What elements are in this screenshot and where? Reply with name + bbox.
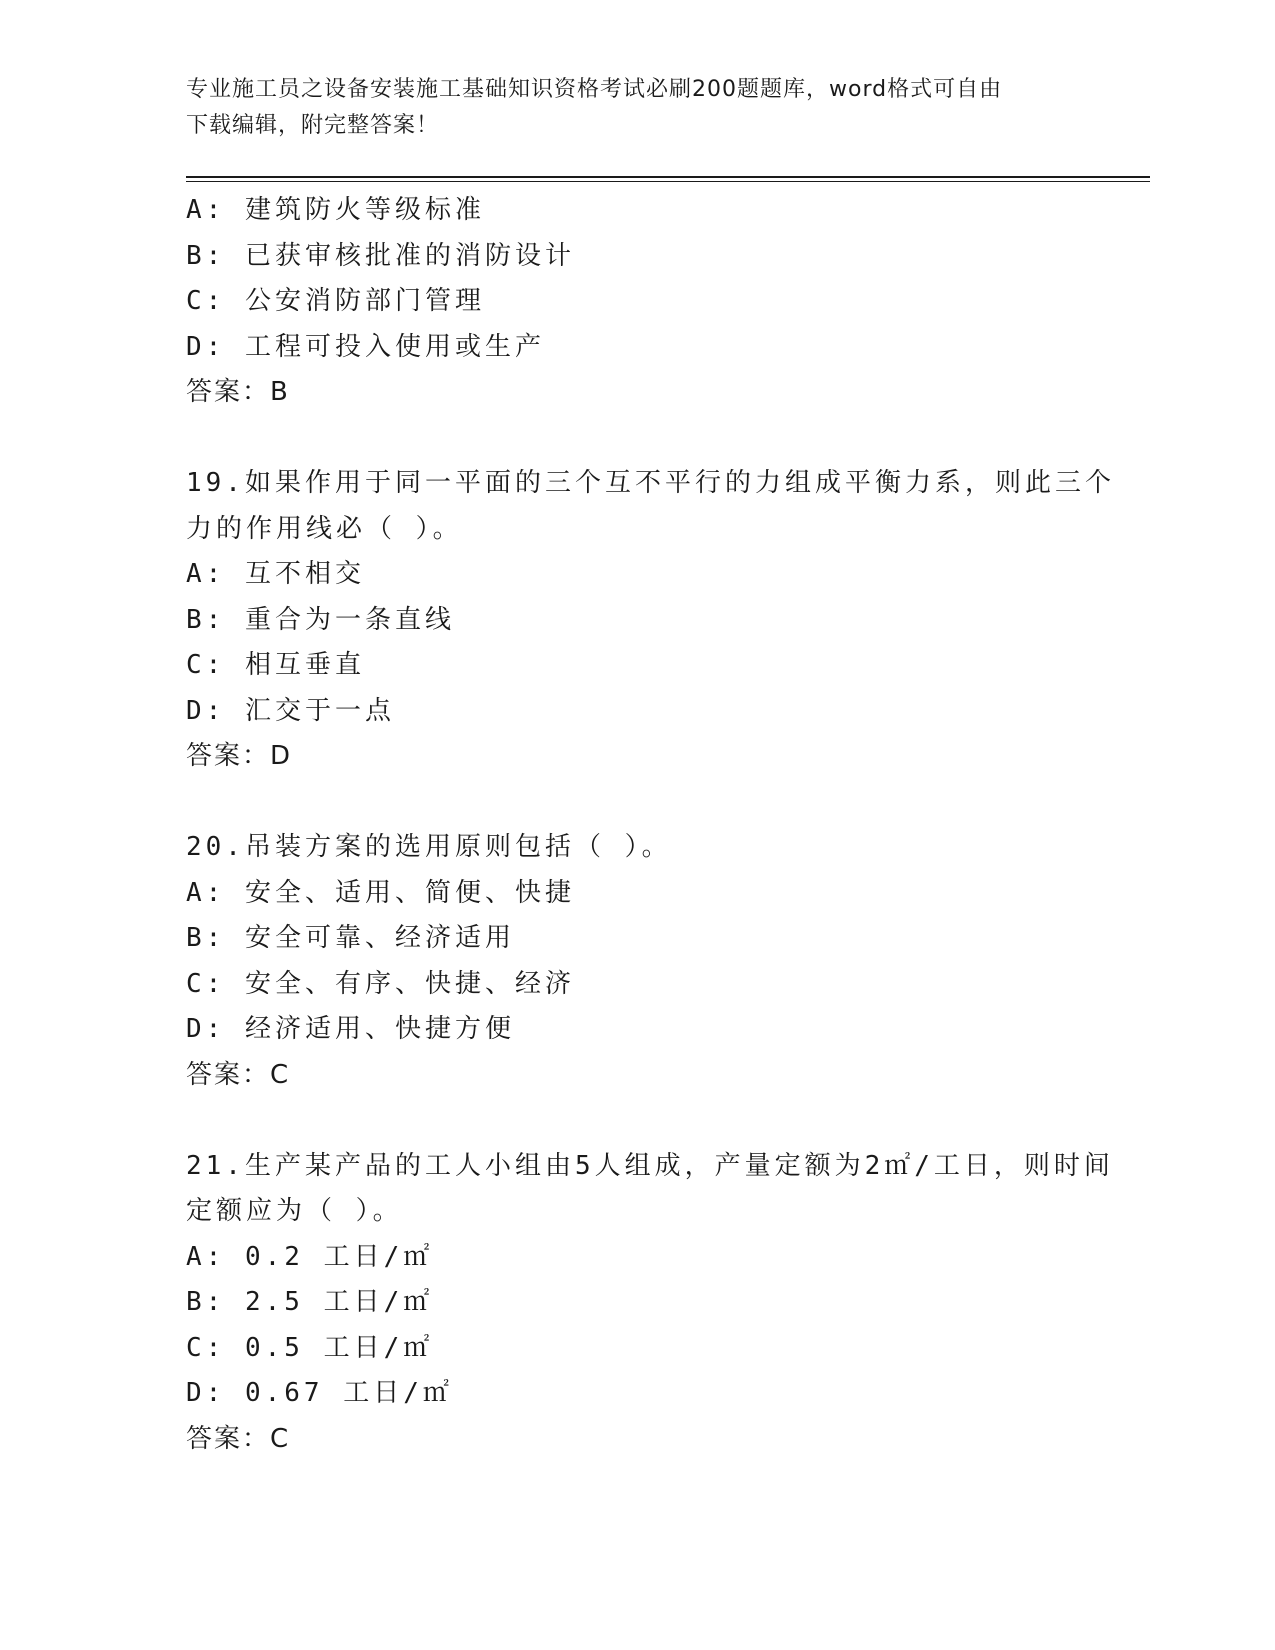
option-b: B: 已获审核批准的消防设计 xyxy=(186,240,575,271)
question-list xyxy=(186,188,1115,1462)
header-divider-thick xyxy=(186,176,1150,178)
header-divider-thin xyxy=(186,181,1150,182)
document-header xyxy=(186,72,1066,144)
answer-line: 答案：D xyxy=(186,741,293,771)
answer-line: 答案：C xyxy=(186,1059,291,1090)
option-d: D: 经济适用、快捷方便 xyxy=(186,1014,515,1044)
question-stem-line-2: 定额应为（ ）。 xyxy=(186,1196,403,1226)
option-b: B: 重合为一条直线 xyxy=(186,604,455,635)
option-a: A: 安全、适用、简便、快捷 xyxy=(186,877,575,908)
question-block-19 xyxy=(186,461,1115,780)
option-c: C: 公安消防部门管理 xyxy=(186,286,485,316)
option-c: C: 相互垂直 xyxy=(186,650,365,680)
option-d: D: 工程可投入使用或生产 xyxy=(186,331,545,362)
header-title-line-1: 专业施工员之设备安装施工基础知识资格考试必刷200题题库，word格式可自由 xyxy=(186,77,1003,102)
option-a: A: 建筑防火等级标准 xyxy=(186,195,485,225)
answer-line: 答案：C xyxy=(186,1423,291,1454)
question-stem-line-1: 21.生产某产品的工人小组由5人组成，产量定额为2㎡/工日，则时间 xyxy=(186,1150,1114,1181)
question-stem-line-1: 20.吊装方案的选用原则包括（ ）。 xyxy=(186,832,672,862)
option-b: B: 2.5 工日/㎡ xyxy=(186,1287,434,1317)
question-stem-line-1: 19.如果作用于同一平面的三个互不平行的力组成平衡力系，则此三个 xyxy=(186,468,1115,498)
spacer xyxy=(186,780,1086,826)
option-a: A: 互不相交 xyxy=(186,559,365,589)
answer-line: 答案：B xyxy=(186,377,290,407)
option-c: C: 安全、有序、快捷、经济 xyxy=(186,968,575,999)
spacer xyxy=(186,1098,1086,1144)
question-stem-line-2: 力的作用线必（ ）。 xyxy=(186,513,463,544)
spacer xyxy=(186,416,1086,462)
question-block-21 xyxy=(186,1144,1114,1463)
option-a: A: 0.2 工日/㎡ xyxy=(186,1241,434,1272)
option-c: C: 0.5 工日/㎡ xyxy=(186,1332,434,1363)
option-d: D: 0.67 工日/㎡ xyxy=(186,1378,453,1408)
option-b: B: 安全可靠、经济适用 xyxy=(186,923,515,953)
option-d: D: 汇交于一点 xyxy=(186,695,395,726)
question-block-18 xyxy=(186,188,1086,416)
header-title-line-2: 下载编辑，附完整答案！ xyxy=(186,113,440,138)
question-block-20 xyxy=(186,825,1086,1098)
